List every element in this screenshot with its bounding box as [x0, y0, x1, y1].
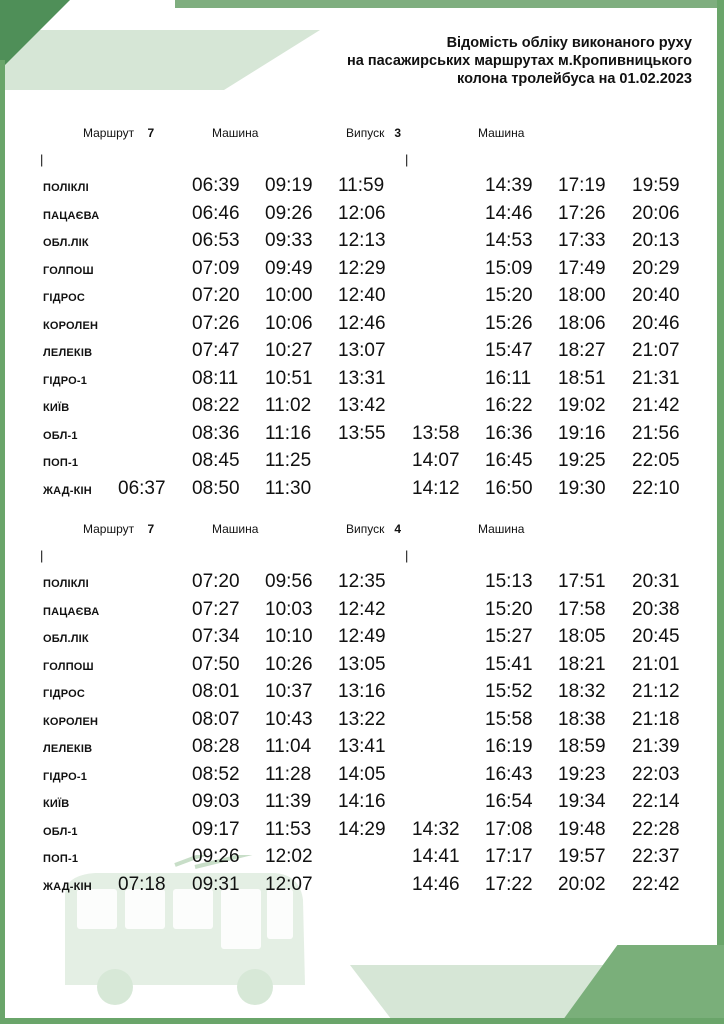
- time-cell: 14:32: [412, 818, 460, 840]
- time-cell: 09:19: [265, 175, 313, 196]
- time-cell: 09:26: [265, 202, 313, 224]
- table-row: [0, 764, 724, 791]
- time-cell: 15:09: [485, 257, 533, 279]
- time-cell: 08:50: [192, 477, 240, 499]
- route-header: [83, 522, 154, 536]
- table-row: [0, 654, 724, 681]
- time-cell: 18:32: [558, 681, 606, 702]
- time-cell: 19:59: [632, 175, 680, 196]
- time-cell: 19:34: [558, 791, 606, 812]
- time-cell: 14:05: [338, 763, 386, 785]
- time-cell: 13:22: [338, 708, 386, 730]
- stop-name: ПОЛІКЛІ: [43, 182, 89, 194]
- table-row: [0, 571, 724, 598]
- time-cell: 12:46: [338, 312, 386, 334]
- stop-name: ПОЛІКЛІ: [43, 578, 89, 590]
- time-cell: 15:47: [485, 340, 533, 361]
- time-cell: 20:40: [632, 285, 680, 306]
- time-cell: 16:54: [485, 791, 533, 812]
- time-cell: 10:26: [265, 653, 313, 675]
- time-cell: 15:26: [485, 312, 533, 334]
- time-cell: 12:49: [338, 626, 386, 647]
- time-cell: 13:41: [338, 736, 386, 757]
- time-cell: 14:16: [338, 791, 386, 812]
- time-cell: 10:06: [265, 312, 313, 334]
- time-cell: 14:41: [412, 846, 460, 867]
- time-cell: 17:08: [485, 818, 533, 840]
- stop-name: ГІДРО-1: [43, 770, 88, 783]
- time-cell: 22:03: [632, 763, 680, 785]
- time-cell: 13:05: [338, 653, 386, 675]
- time-cell: 10:00: [265, 285, 313, 306]
- time-cell: 17:17: [485, 846, 533, 867]
- time-cell: 15:13: [485, 571, 533, 592]
- time-cell: 17:19: [558, 175, 606, 196]
- column-marker-right: |: [405, 152, 409, 167]
- time-cell: 17:51: [558, 571, 606, 592]
- time-cell: 18:00: [558, 285, 606, 306]
- table-row: [0, 203, 724, 230]
- time-cell: 14:53: [485, 230, 533, 251]
- stop-name: КОРОЛЕН: [43, 319, 99, 332]
- stop-name: ПОП-1: [43, 853, 79, 865]
- table-row: [0, 819, 724, 846]
- time-cell: 12:06: [338, 202, 386, 224]
- route-label: Маршрут: [83, 126, 135, 140]
- time-cell: 22:28: [632, 818, 680, 840]
- release-label: Випуск: [346, 522, 385, 536]
- time-cell: 20:31: [632, 571, 680, 592]
- time-cell: 11:30: [265, 477, 312, 499]
- table-row: [0, 450, 724, 477]
- time-cell: 10:43: [265, 708, 313, 730]
- time-cell: 18:27: [558, 340, 606, 361]
- title-line-2: на пасажирських маршрутах м.Кропивницького: [346, 53, 692, 69]
- time-cell: 14:07: [412, 450, 460, 471]
- time-cell: 19:57: [558, 846, 606, 867]
- time-cell: 09:33: [265, 230, 313, 251]
- release-header: [346, 522, 401, 536]
- time-cell: 20:46: [632, 312, 680, 334]
- stop-name: ОБЛ-1: [43, 429, 78, 442]
- release-header: [346, 126, 401, 140]
- time-cell: 16:22: [485, 395, 533, 416]
- time-cell: 07:34: [192, 626, 240, 647]
- document-title: [272, 34, 692, 88]
- time-cell: 10:37: [265, 681, 313, 702]
- time-cell: 09:56: [265, 571, 313, 592]
- stop-name: ГІДРО-1: [43, 374, 88, 387]
- time-cell: 14:12: [412, 477, 460, 499]
- time-cell: 06:46: [192, 202, 240, 224]
- time-cell: 20:45: [632, 626, 680, 647]
- time-cell: 14:29: [338, 818, 386, 840]
- time-cell: 20:02: [558, 873, 606, 895]
- time-cell: 19:48: [558, 818, 606, 840]
- time-cell: 08:28: [192, 736, 240, 757]
- time-cell: 19:25: [558, 450, 606, 471]
- time-cell: 13:07: [338, 340, 386, 361]
- stop-name: ЛЕЛЕКІВ: [43, 347, 93, 359]
- table-row: [0, 736, 724, 763]
- route-number: 7: [147, 522, 155, 536]
- time-cell: 11:59: [338, 175, 385, 196]
- machine-label: Машина: [212, 522, 259, 536]
- table-row: [0, 285, 724, 312]
- stop-name: ОБЛ.ЛІК: [43, 633, 89, 645]
- stop-name: КОРОЛЕН: [43, 715, 99, 728]
- stop-name: ГІДРОС: [43, 688, 86, 700]
- title-line-1: Відомість обліку виконаного руху: [446, 35, 692, 51]
- time-cell: 21:12: [632, 681, 680, 702]
- time-cell: 16:45: [485, 450, 533, 471]
- time-cell: 09:03: [192, 791, 240, 812]
- time-cell: 22:14: [632, 791, 680, 812]
- time-cell: 21:07: [632, 340, 680, 361]
- time-cell: 14:39: [485, 175, 533, 196]
- time-cell: 16:50: [485, 477, 533, 499]
- time-cell: 21:39: [632, 736, 680, 757]
- time-cell: 10:10: [265, 626, 313, 647]
- time-cell: 21:31: [632, 367, 680, 389]
- table-row: [0, 368, 724, 395]
- time-cell: 22:10: [632, 477, 680, 499]
- table-row: [0, 709, 724, 736]
- time-cell: 12:13: [338, 230, 386, 251]
- time-cell: 15:58: [485, 708, 533, 730]
- time-cell: 17:33: [558, 230, 606, 251]
- time-cell: 21:01: [632, 653, 680, 675]
- time-cell: 17:58: [558, 598, 606, 620]
- table-row: [0, 423, 724, 450]
- table-row: [0, 791, 724, 818]
- release-number: 3: [394, 126, 402, 140]
- time-cell: 13:42: [338, 395, 386, 416]
- time-cell: 08:36: [192, 422, 240, 444]
- time-cell: 06:53: [192, 230, 240, 251]
- time-cell: 11:02: [265, 395, 312, 416]
- time-cell: 07:20: [192, 571, 240, 592]
- time-cell: 20:13: [632, 230, 680, 251]
- time-cell: 17:22: [485, 873, 533, 895]
- stop-name: ГОЛПОШ: [43, 264, 94, 277]
- time-cell: 08:22: [192, 395, 240, 416]
- release-number: 4: [394, 522, 402, 536]
- table-row: [0, 340, 724, 367]
- stop-name: ПАЦАЄВА: [43, 605, 100, 618]
- time-cell: 10:27: [265, 340, 313, 361]
- time-cell: 17:49: [558, 257, 606, 279]
- time-cell: 16:11: [485, 367, 532, 389]
- stop-name: ОБЛ-1: [43, 825, 78, 838]
- time-cell: 07:18: [118, 873, 166, 895]
- table-row: [0, 395, 724, 422]
- decor-top-bar: [175, 0, 724, 8]
- table-row: [0, 175, 724, 202]
- time-cell: 20:06: [632, 202, 680, 224]
- time-cell: 21:56: [632, 422, 680, 444]
- column-marker-right: |: [405, 548, 409, 563]
- time-cell: 07:50: [192, 653, 240, 675]
- route-header: [83, 126, 154, 140]
- time-cell: 13:16: [338, 681, 386, 702]
- time-cell: 16:19: [485, 736, 533, 757]
- time-cell: 07:26: [192, 312, 240, 334]
- time-cell: 09:26: [192, 846, 240, 867]
- table-row: [0, 846, 724, 873]
- time-cell: 11:04: [265, 736, 312, 757]
- time-cell: 12:07: [265, 873, 313, 895]
- time-cell: 16:43: [485, 763, 533, 785]
- time-cell: 18:21: [558, 653, 606, 675]
- time-cell: 15:52: [485, 681, 533, 702]
- time-cell: 15:27: [485, 626, 533, 647]
- time-cell: 11:39: [265, 791, 312, 812]
- table-row: [0, 313, 724, 340]
- time-cell: 10:51: [265, 367, 313, 389]
- time-cell: 08:52: [192, 763, 240, 785]
- time-cell: 08:07: [192, 708, 240, 730]
- time-cell: 12:40: [338, 285, 386, 306]
- time-cell: 07:09: [192, 257, 240, 279]
- stop-name: ГОЛПОШ: [43, 660, 94, 673]
- time-cell: 18:05: [558, 626, 606, 647]
- time-cell: 09:49: [265, 257, 313, 279]
- time-cell: 11:28: [265, 763, 312, 785]
- time-cell: 06:37: [118, 477, 166, 499]
- route-label: Маршрут: [83, 522, 135, 536]
- time-cell: 13:55: [338, 422, 386, 444]
- time-cell: 18:51: [558, 367, 606, 389]
- time-cell: 21:18: [632, 708, 680, 730]
- release-label: Випуск: [346, 126, 385, 140]
- table-row: [0, 874, 724, 901]
- time-cell: 11:16: [265, 422, 312, 444]
- time-cell: 09:31: [192, 873, 240, 895]
- time-cell: 21:42: [632, 395, 680, 416]
- time-cell: 14:46: [412, 873, 460, 895]
- stop-name: ЖАД-КІН: [43, 880, 92, 893]
- time-cell: 20:38: [632, 598, 680, 620]
- time-cell: 13:31: [338, 367, 386, 389]
- time-cell: 07:47: [192, 340, 240, 361]
- time-cell: 11:25: [265, 450, 312, 471]
- stop-name: ЖАД-КІН: [43, 484, 92, 497]
- stop-name: ОБЛ.ЛІК: [43, 237, 89, 249]
- time-cell: 15:20: [485, 285, 533, 306]
- table-row: [0, 478, 724, 505]
- time-cell: 12:29: [338, 257, 386, 279]
- decor-corner-dark-top: [0, 0, 70, 70]
- time-cell: 06:39: [192, 175, 240, 196]
- time-cell: 17:26: [558, 202, 606, 224]
- table-row: [0, 258, 724, 285]
- time-cell: 15:20: [485, 598, 533, 620]
- column-marker-left: |: [40, 152, 44, 167]
- time-cell: 20:29: [632, 257, 680, 279]
- stop-name: ЛЕЛЕКІВ: [43, 743, 93, 755]
- time-cell: 08:11: [192, 367, 239, 389]
- stop-name: КИЇВ: [43, 402, 70, 414]
- time-cell: 22:37: [632, 846, 680, 867]
- time-cell: 08:45: [192, 450, 240, 471]
- table-row: [0, 681, 724, 708]
- time-cell: 15:41: [485, 653, 533, 675]
- stop-name: КИЇВ: [43, 798, 70, 810]
- time-cell: 12:35: [338, 571, 386, 592]
- time-cell: 07:20: [192, 285, 240, 306]
- decor-border-bottom: [0, 1018, 724, 1024]
- time-cell: 16:36: [485, 422, 533, 444]
- time-cell: 18:38: [558, 708, 606, 730]
- time-cell: 19:16: [558, 422, 606, 444]
- time-cell: 07:27: [192, 598, 240, 620]
- machine-label: Машина: [212, 126, 259, 140]
- time-cell: 19:23: [558, 763, 606, 785]
- table-row: [0, 230, 724, 257]
- time-cell: 18:06: [558, 312, 606, 334]
- time-cell: 19:02: [558, 395, 606, 416]
- time-cell: 10:03: [265, 598, 313, 620]
- table-row: [0, 599, 724, 626]
- stop-name: ПАЦАЄВА: [43, 209, 100, 222]
- machine-label-2: Машина: [478, 126, 525, 140]
- stop-name: ГІДРОС: [43, 292, 86, 304]
- time-cell: 08:01: [192, 681, 240, 702]
- time-cell: 19:30: [558, 477, 606, 499]
- machine-label-2: Машина: [478, 522, 525, 536]
- time-cell: 11:53: [265, 818, 312, 840]
- table-row: [0, 626, 724, 653]
- time-cell: 13:58: [412, 422, 460, 444]
- time-cell: 22:42: [632, 873, 680, 895]
- time-cell: 14:46: [485, 202, 533, 224]
- time-cell: 09:17: [192, 818, 240, 840]
- time-cell: 18:59: [558, 736, 606, 757]
- time-cell: 22:05: [632, 450, 680, 471]
- column-marker-left: |: [40, 548, 44, 563]
- title-line-3: колона тролейбуса на 01.02.2023: [457, 71, 692, 87]
- time-cell: 12:42: [338, 598, 386, 620]
- stop-name: ПОП-1: [43, 457, 79, 469]
- time-cell: 12:02: [265, 846, 313, 867]
- route-number: 7: [147, 126, 155, 140]
